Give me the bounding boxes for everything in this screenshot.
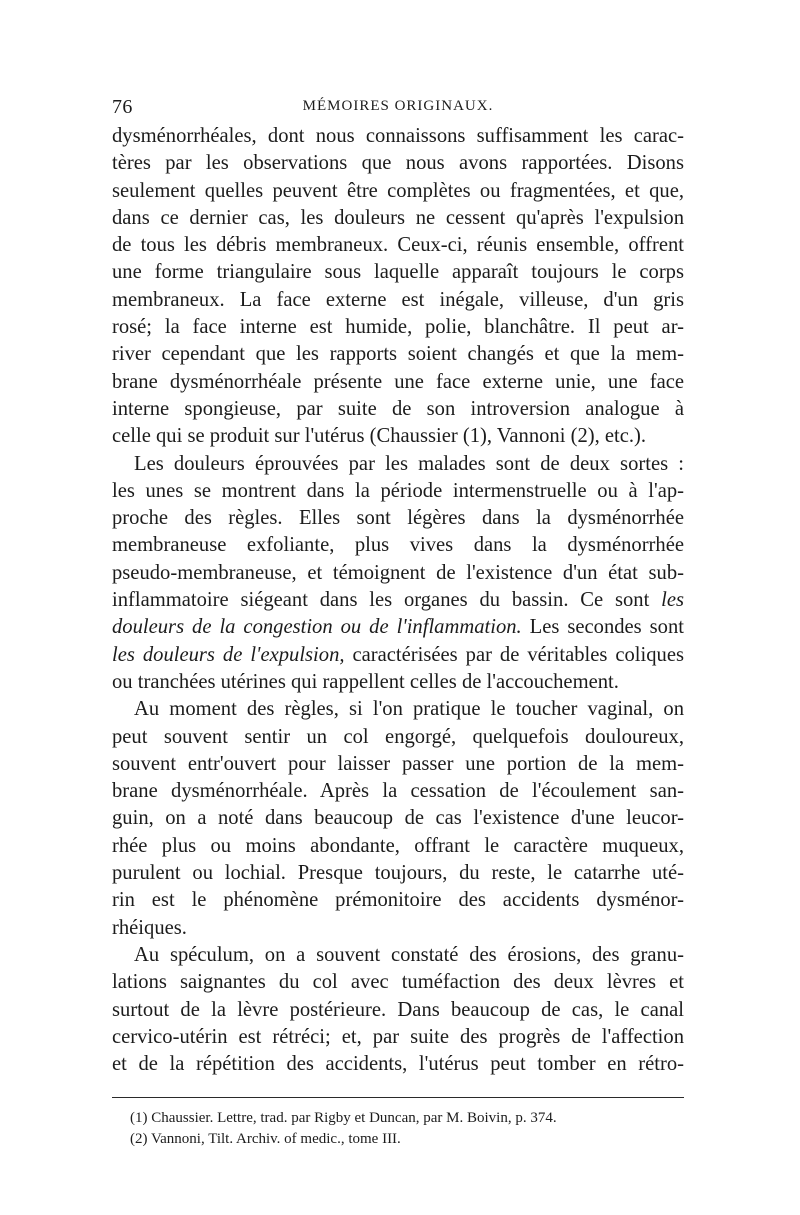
text-line: Au moment des règles, si l'on pratique le toucher vaginal, on [134,698,684,721]
footnotes [130,1108,684,1150]
text-line: river cependant que les rapports soient changés et que la mem- [112,343,684,366]
text-fragment: Les secondes sont [521,616,684,639]
text-line: seulement quelles peuvent être complètes ou fragmentées, et que, [112,179,684,202]
text-line: surtout de la lèvre postérieure. Dans beaucoup de cas, le canal [112,998,684,1021]
text-line: interne spongieuse, par suite de son introversion analogue à [112,397,684,420]
footnote: (2) Vannoni, Tilt. Archiv. of medic., tome III. [130,1131,401,1147]
page-number: 76 [112,96,133,118]
text-line [112,614,684,641]
text-line: proche des règles. Elles sont légères dans la dysménorrhée [112,507,684,530]
text-line: brane dysménorrhéale présente une face externe unie, une face [112,370,684,393]
text-line: dans ce dernier cas, les douleurs ne cessent qu'après l'expulsion [112,206,684,229]
text-line: ou tranchées utérines qui rappellent celles de l'accouchement. [112,670,619,693]
text-line: rhée plus ou moins abondante, offrant le caractère muqueux, [112,834,684,857]
italic-fragment: douleurs de la congestion ou de l'inflammation. [112,616,522,639]
footnote-rule [112,1097,684,1098]
text-line: peut souvent sentir un col engorgé, quelquefois douloureux, [112,725,684,748]
text-line: et de la répétition des accidents, l'utérus peut tomber en rétro- [112,1053,684,1076]
italic-fragment: les douleurs de l'expulsion, [112,643,345,666]
body-text [112,123,684,1078]
text-line: membraneux. La face externe est inégale, villeuse, d'un gris [112,288,684,311]
text-line: membraneuse exfoliante, plus vives dans la dysménorrhée [112,534,684,557]
text-line: rhéiques. [112,916,187,939]
text-line: Au spéculum, on a souvent constaté des érosions, des granu- [134,943,684,966]
text-line: purulent ou lochial. Presque toujours, du reste, le catarrhe uté- [112,862,684,885]
text-line: rin est le phénomène prémonitoire des accidents dysménor- [112,889,684,912]
text-line: celle qui se produit sur l'utérus (Chaussier (1), Vannoni (2), etc.). [112,425,647,448]
text-line: une forme triangulaire sous laquelle apparaît toujours le corps [112,261,684,284]
text-line: rosé; la face interne est humide, polie, blanchâtre. Il peut ar- [112,316,684,339]
text-line: lations saignantes du col avec tuméfaction des deux lèvres et [112,971,684,994]
page-header [112,96,684,120]
text-line: brane dysménorrhéale. Après la cessation de l'écoulement san- [112,780,684,803]
text-line: les unes se montrent dans la période intermenstruelle ou à l'ap- [112,479,684,502]
text-fragment: inflammatoire siégeant dans les organes du bassin. Ce sont [112,589,662,612]
text-line: tères par les observations que nous avons rapportées. Disons [112,152,684,175]
text-line: pseudo-membraneuse, et témoignent de l'existence d'un état sub- [112,561,684,584]
text-line [112,587,684,614]
footnote: (1) Chaussier. Lettre, trad. par Rigby et Duncan, par M. Boivin, p. 374. [130,1110,557,1126]
italic-fragment: les [661,589,684,612]
text-line: cervico-utérin est rétréci; et, par suite des progrès de l'affection [112,1025,684,1048]
text-line: dysménorrhéales, dont nous connaissons suffisamment les carac- [112,125,684,147]
text-fragment: caractérisées par de véritables coliques [344,643,684,666]
text-line: guin, on a noté dans beaucoup de cas l'existence d'une leucor- [112,807,684,830]
text-line [112,642,684,669]
text-line: souvent entr'ouvert pour laisser passer une portion de la mem- [112,752,684,775]
text-line: de tous les débris membraneux. Ceux-ci, réunis ensemble, offrent [112,234,684,257]
running-head: MÉMOIRES ORIGINAUX. [302,98,494,114]
text-line: Les douleurs éprouvées par les malades sont de deux sortes : [134,452,684,475]
